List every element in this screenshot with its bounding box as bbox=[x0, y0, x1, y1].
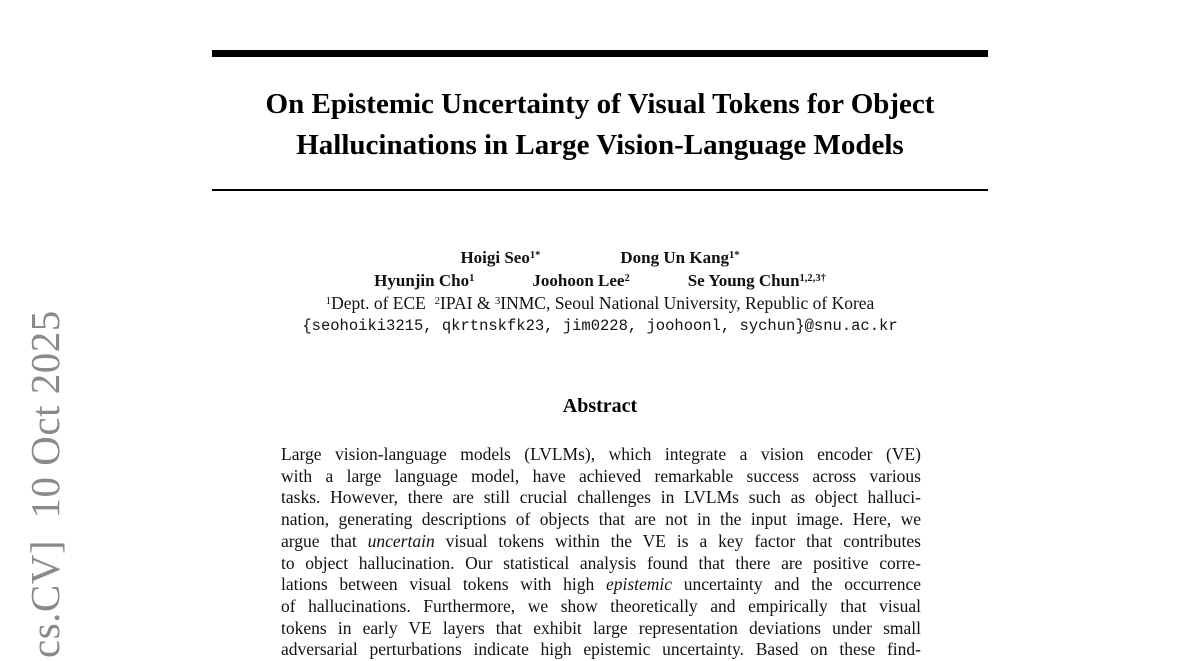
text-segment: uncertainty and the occurrence bbox=[672, 574, 921, 595]
author-row-2 bbox=[0, 269, 1200, 292]
superscript: 1 bbox=[325, 294, 332, 307]
text-segment: adversarial perturbations indicate high epistemic uncertainty. Based on these find- bbox=[281, 639, 921, 660]
author-superscript: 2 bbox=[624, 272, 630, 284]
author-superscript: 1* bbox=[529, 249, 541, 261]
superscript: 2 bbox=[434, 294, 441, 307]
author-name bbox=[532, 269, 629, 292]
author-superscript: 1* bbox=[729, 249, 740, 261]
italic-text: epistemic bbox=[605, 574, 673, 595]
abstract-line bbox=[281, 509, 921, 531]
title-rule bbox=[212, 189, 988, 191]
author-name bbox=[460, 246, 540, 269]
text-segment: INMC, Seoul National University, Republic of Korea bbox=[500, 293, 875, 313]
abstract-line bbox=[281, 639, 921, 661]
text-segment: Large vision-language models (LVLMs), which integrate a vision encoder (VE) bbox=[281, 444, 921, 464]
author-superscript: 1,2,3† bbox=[799, 272, 826, 284]
abstract-line bbox=[281, 596, 921, 618]
author-name-text: Se Young Chun bbox=[687, 271, 800, 290]
superscript: 3 bbox=[494, 294, 501, 307]
text-segment: visual tokens within the VE is a key factor that contributes bbox=[434, 530, 921, 551]
abstract-line bbox=[281, 618, 921, 640]
author-superscript: 1 bbox=[469, 272, 475, 284]
text-segment: nation, generating descriptions of objects that are not in the input image. Here, we bbox=[281, 509, 921, 530]
author-name-text: Hyunjin Cho bbox=[374, 271, 470, 290]
author-name-text: Hoigi Seo bbox=[460, 248, 530, 267]
paper-title bbox=[0, 84, 1200, 166]
author-name-text: Dong Un Kang bbox=[620, 248, 730, 267]
author-row-1 bbox=[0, 246, 1200, 269]
abstract-line bbox=[281, 574, 921, 596]
author-name bbox=[374, 269, 474, 292]
authors-block bbox=[0, 246, 1200, 338]
title-line-2: Hallucinations in Large Vision-Language Models bbox=[296, 129, 904, 161]
abstract-line bbox=[281, 531, 921, 553]
abstract-heading: Abstract bbox=[562, 395, 638, 417]
text-segment: argue that bbox=[281, 530, 368, 551]
text-segment: IPAI & bbox=[440, 293, 495, 313]
text-segment: Dept. of ECE bbox=[331, 293, 435, 313]
text-segment: tasks. However, there are still crucial challenges in LVLMs such as object halluci- bbox=[281, 487, 921, 508]
abstract-line bbox=[281, 487, 921, 509]
title-line-1: On Epistemic Uncertainty of Visual Tokens for Object bbox=[265, 88, 935, 120]
text-segment: with a large language model, have achieved remarkable success across various bbox=[281, 465, 921, 486]
abstract-line bbox=[281, 466, 921, 488]
author-name bbox=[620, 246, 739, 269]
email-line: {seohoiki3215, qkrtnskfk23, jim0228, joohoonl, sychun}@snu.ac.kr bbox=[302, 317, 898, 335]
text-segment: tokens in early VE layers that exhibit large representation deviations under small bbox=[281, 617, 921, 638]
abstract-line bbox=[281, 553, 921, 575]
abstract-line bbox=[281, 444, 921, 466]
text-segment: to object hallucination. Our statistical analysis found that there are positive corre- bbox=[281, 552, 921, 573]
author-name bbox=[688, 269, 826, 292]
text-segment: lations between visual tokens with high bbox=[281, 574, 606, 595]
author-name-text: Joohoon Lee bbox=[532, 271, 625, 290]
top-rule bbox=[212, 50, 988, 57]
affiliation-line bbox=[0, 292, 1200, 315]
arxiv-watermark: cs.CV] 10 Oct 2025 bbox=[22, 310, 68, 658]
italic-text: uncertain bbox=[367, 530, 435, 551]
abstract-body bbox=[281, 444, 921, 661]
text-segment: of hallucinations. Furthermore, we show theoretically and empirically that visual bbox=[281, 595, 921, 616]
